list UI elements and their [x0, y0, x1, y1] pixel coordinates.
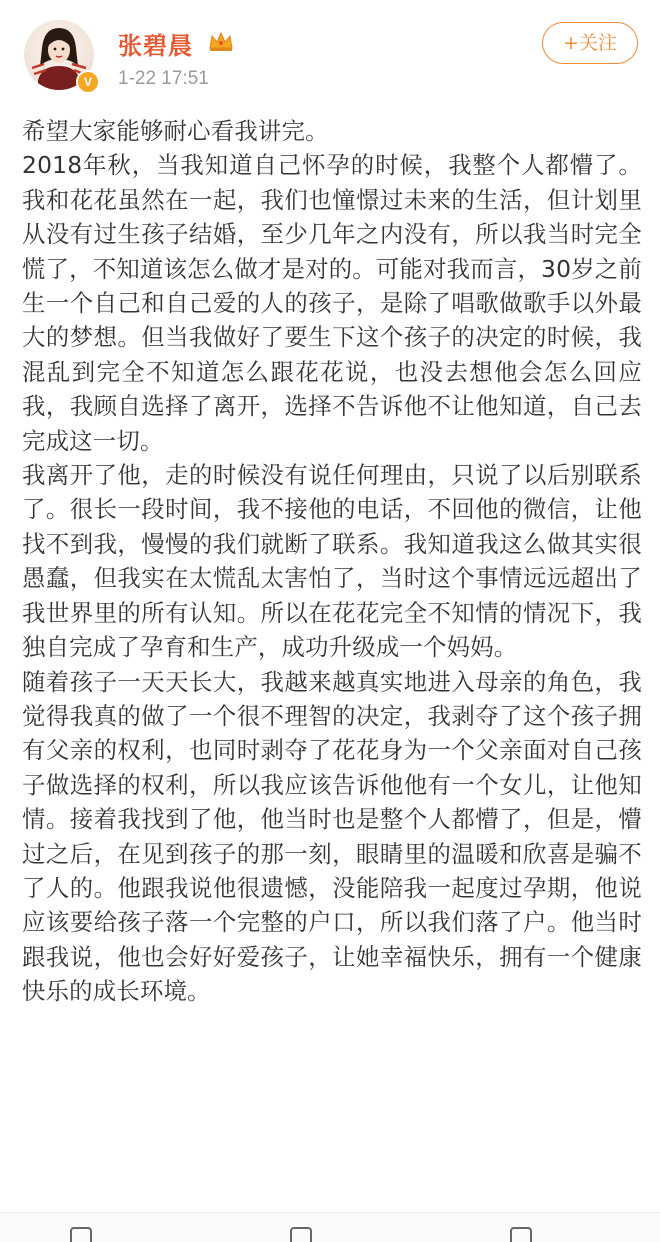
like-button[interactable]: [510, 1227, 532, 1242]
post-paragraph: 我离开了他，走的时候没有说任何理由，只说了以后别联系了。很长一段时间，我不接他的电话，不回他的微信，让他找不到我，慢慢的我们就断了联系。我知道我这么做其实很愚蠢，但我实在太慌乱太害怕了，当时这个事情远远超出了我世界里的所有认知。所以在花花完全不知情的情况下，我独自完成了孕育和生产，成功升级成一个妈妈。: [22, 461, 642, 662]
username[interactable]: 张碧晨: [118, 32, 193, 60]
post-paragraph: 希望大家能够耐心看我讲完。: [22, 117, 329, 145]
post-timestamp: 1-22 17:51: [118, 68, 209, 89]
verified-badge: V: [76, 70, 100, 94]
crown-icon: [208, 30, 234, 52]
action-bar: [0, 1212, 660, 1242]
comment-icon: [290, 1227, 312, 1242]
post-paragraph: 随着孩子一天天长大，我越来越真实地进入母亲的角色，我觉得我真的做了一个很不理智的决定，我剥夺了这个孩子拥有父亲的权利，也同时剥夺了花花身为一个父亲面对自己孩子做选择的权利，所以我应该告诉他他有一个女儿，让他知情。接着我找到了他，他当时也是整个人都懵了，但是，懵过之后，在见到孩子的那一刻，眼睛里的温暖和欣喜是骗不了人的。他跟我说他很遗憾，没能陪我一起度过孕期，他说应该要给孩子落一个完整的户口，所以我们落了户。他当时跟我说，他也会好好爱孩子，让她幸福快乐，拥有一个健康快乐的成长环境。: [22, 667, 642, 1006]
post-body: [22, 114, 642, 1009]
repost-button[interactable]: [70, 1227, 92, 1242]
comment-button[interactable]: [290, 1227, 312, 1242]
repost-icon: [70, 1227, 92, 1242]
follow-button[interactable]: +关注: [542, 22, 638, 64]
like-icon: [510, 1227, 532, 1242]
post-paragraph: 2018年秋，当我知道自己怀孕的时候，我整个人都懵了。我和花花虽然在一起，我们也憧憬过未来的生活，但计划里从没有过生孩子结婚，至少几年之内没有，所以我当时完全慌了，不知道该怎么做才是对的。可能对我而言，30岁之前生一个自己和自己爱的人的孩子，是除了唱歌做歌手以外最大的梦想。但当我做好了要生下这个孩子的决定的时候，我混乱到完全不知道怎么跟花花说，也没去想他会怎么回应我，我顾自选择了离开，选择不告诉他不让他知道，自己去完成这一切。: [22, 151, 642, 455]
post-header: [0, 0, 660, 108]
